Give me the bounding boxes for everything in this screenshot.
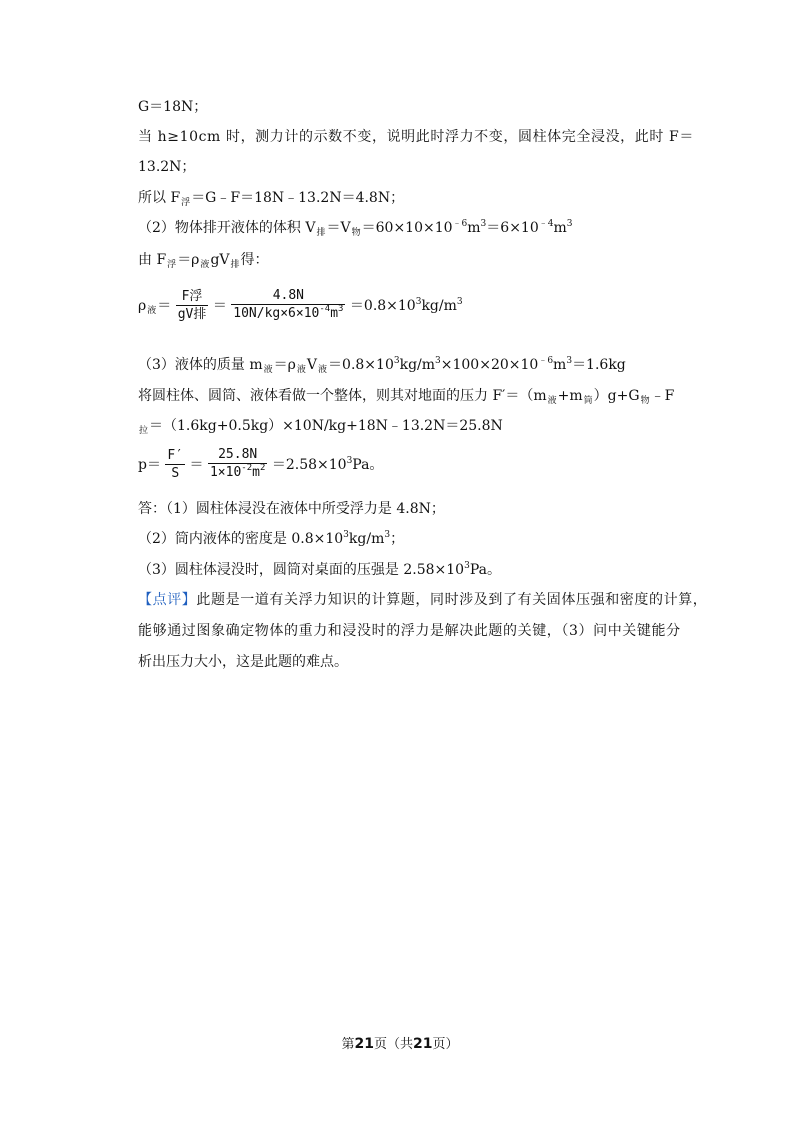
equation-density: $\rho_液=$ $\frac{\text{F浮}}{\text{gV排}}$ ＝ $\frac{4.8N}{10N/kg\times 6\times 10^{-4}m^3}$ $=0.8\times 10^3kg/m^3$ — [138, 288, 463, 326]
comment-line-1: 【点评】此题是一道有关浮力知识的计算题，同时涉及到了有关固体压强和密度的计算， — [138, 592, 708, 608]
comment-label: 【点评】 — [138, 592, 197, 608]
line-whole-pressure-cont: $_拉$＝（1.6kg+0.5kg）×10N/kg+18N﹣13.2N＝25.8N — [139, 418, 503, 436]
fraction-density-numeric: $\frac{4.8N}{10N/kg\times 6\times 10^{-4}m^3}$ — [233, 288, 344, 321]
answer-3: （3）圆柱体浸没时，圆筒对桌面的压强是 $2.58\times 10^3Pa$。 — [138, 561, 501, 578]
line-part3-mass: （3）液体的质量 $m_液=\rho_液V_液=0.8\times 10^3kg/m^3\times 100\times 20\times 10^{﹣6}m^3=1.6kg$ — [138, 356, 626, 375]
comment-line-3: 析出压力大小，这是此题的难点。 — [138, 654, 348, 670]
line-gravity: G＝18N； — [138, 99, 208, 115]
line-h-condition-cont: 13.2N； — [138, 159, 196, 175]
answer-2: （2）筒内液体的密度是 $0.8\times 10^3kg/m^3$； — [138, 530, 405, 547]
line-part2-volume: （2）物体排开液体的体积 $V_排=V_物=60\times 10\times 10^{﹣6}m^3=6\times 10^{﹣4}m^3$ — [138, 219, 573, 238]
line-from-formula: 由 $F_浮=\rho_液gV_排$得： — [138, 252, 269, 270]
equation-pressure: p＝ $\frac{F'}{S}$ ＝ $\frac{25.8N}{1\times 10^{-2}m^2}$ $=2.58\times 10^3Pa$。 — [138, 447, 383, 485]
line-whole-pressure: 将圆柱体、圆筒、液体看做一个整体，则其对地面的压力 $F'=(m_液+m_筒)g+G_物﹣F$ — [138, 388, 675, 406]
line-buoyancy: 所以 $F_浮=G﹣F=18N﹣13.2N=4.8N$； — [138, 190, 405, 208]
fraction-density-symbolic: $\frac{\text{F浮}}{\text{gV排}}$ — [177, 288, 207, 322]
comment-line-2: 能够通过图象确定物体的重力和浸没时的浮力是解决此题的关键，（3）问中关键能分 — [138, 623, 681, 639]
fraction-pressure-symbolic: $\frac{F'}{S}$ — [167, 447, 184, 481]
line-h-condition: 当 h≥10cm 时，测力计的示数不变，说明此时浮力不变，圆柱体完全浸没，此时 F＝ — [138, 129, 694, 145]
fraction-pressure-numeric: $\frac{25.8N}{1\times 10^{-2}m^2}$ — [209, 447, 266, 480]
answer-1: 答：（1）圆柱体浸没在液体中所受浮力是 4.8N； — [138, 501, 445, 517]
page-footer: 第21页（共21页） — [341, 1036, 459, 1052]
